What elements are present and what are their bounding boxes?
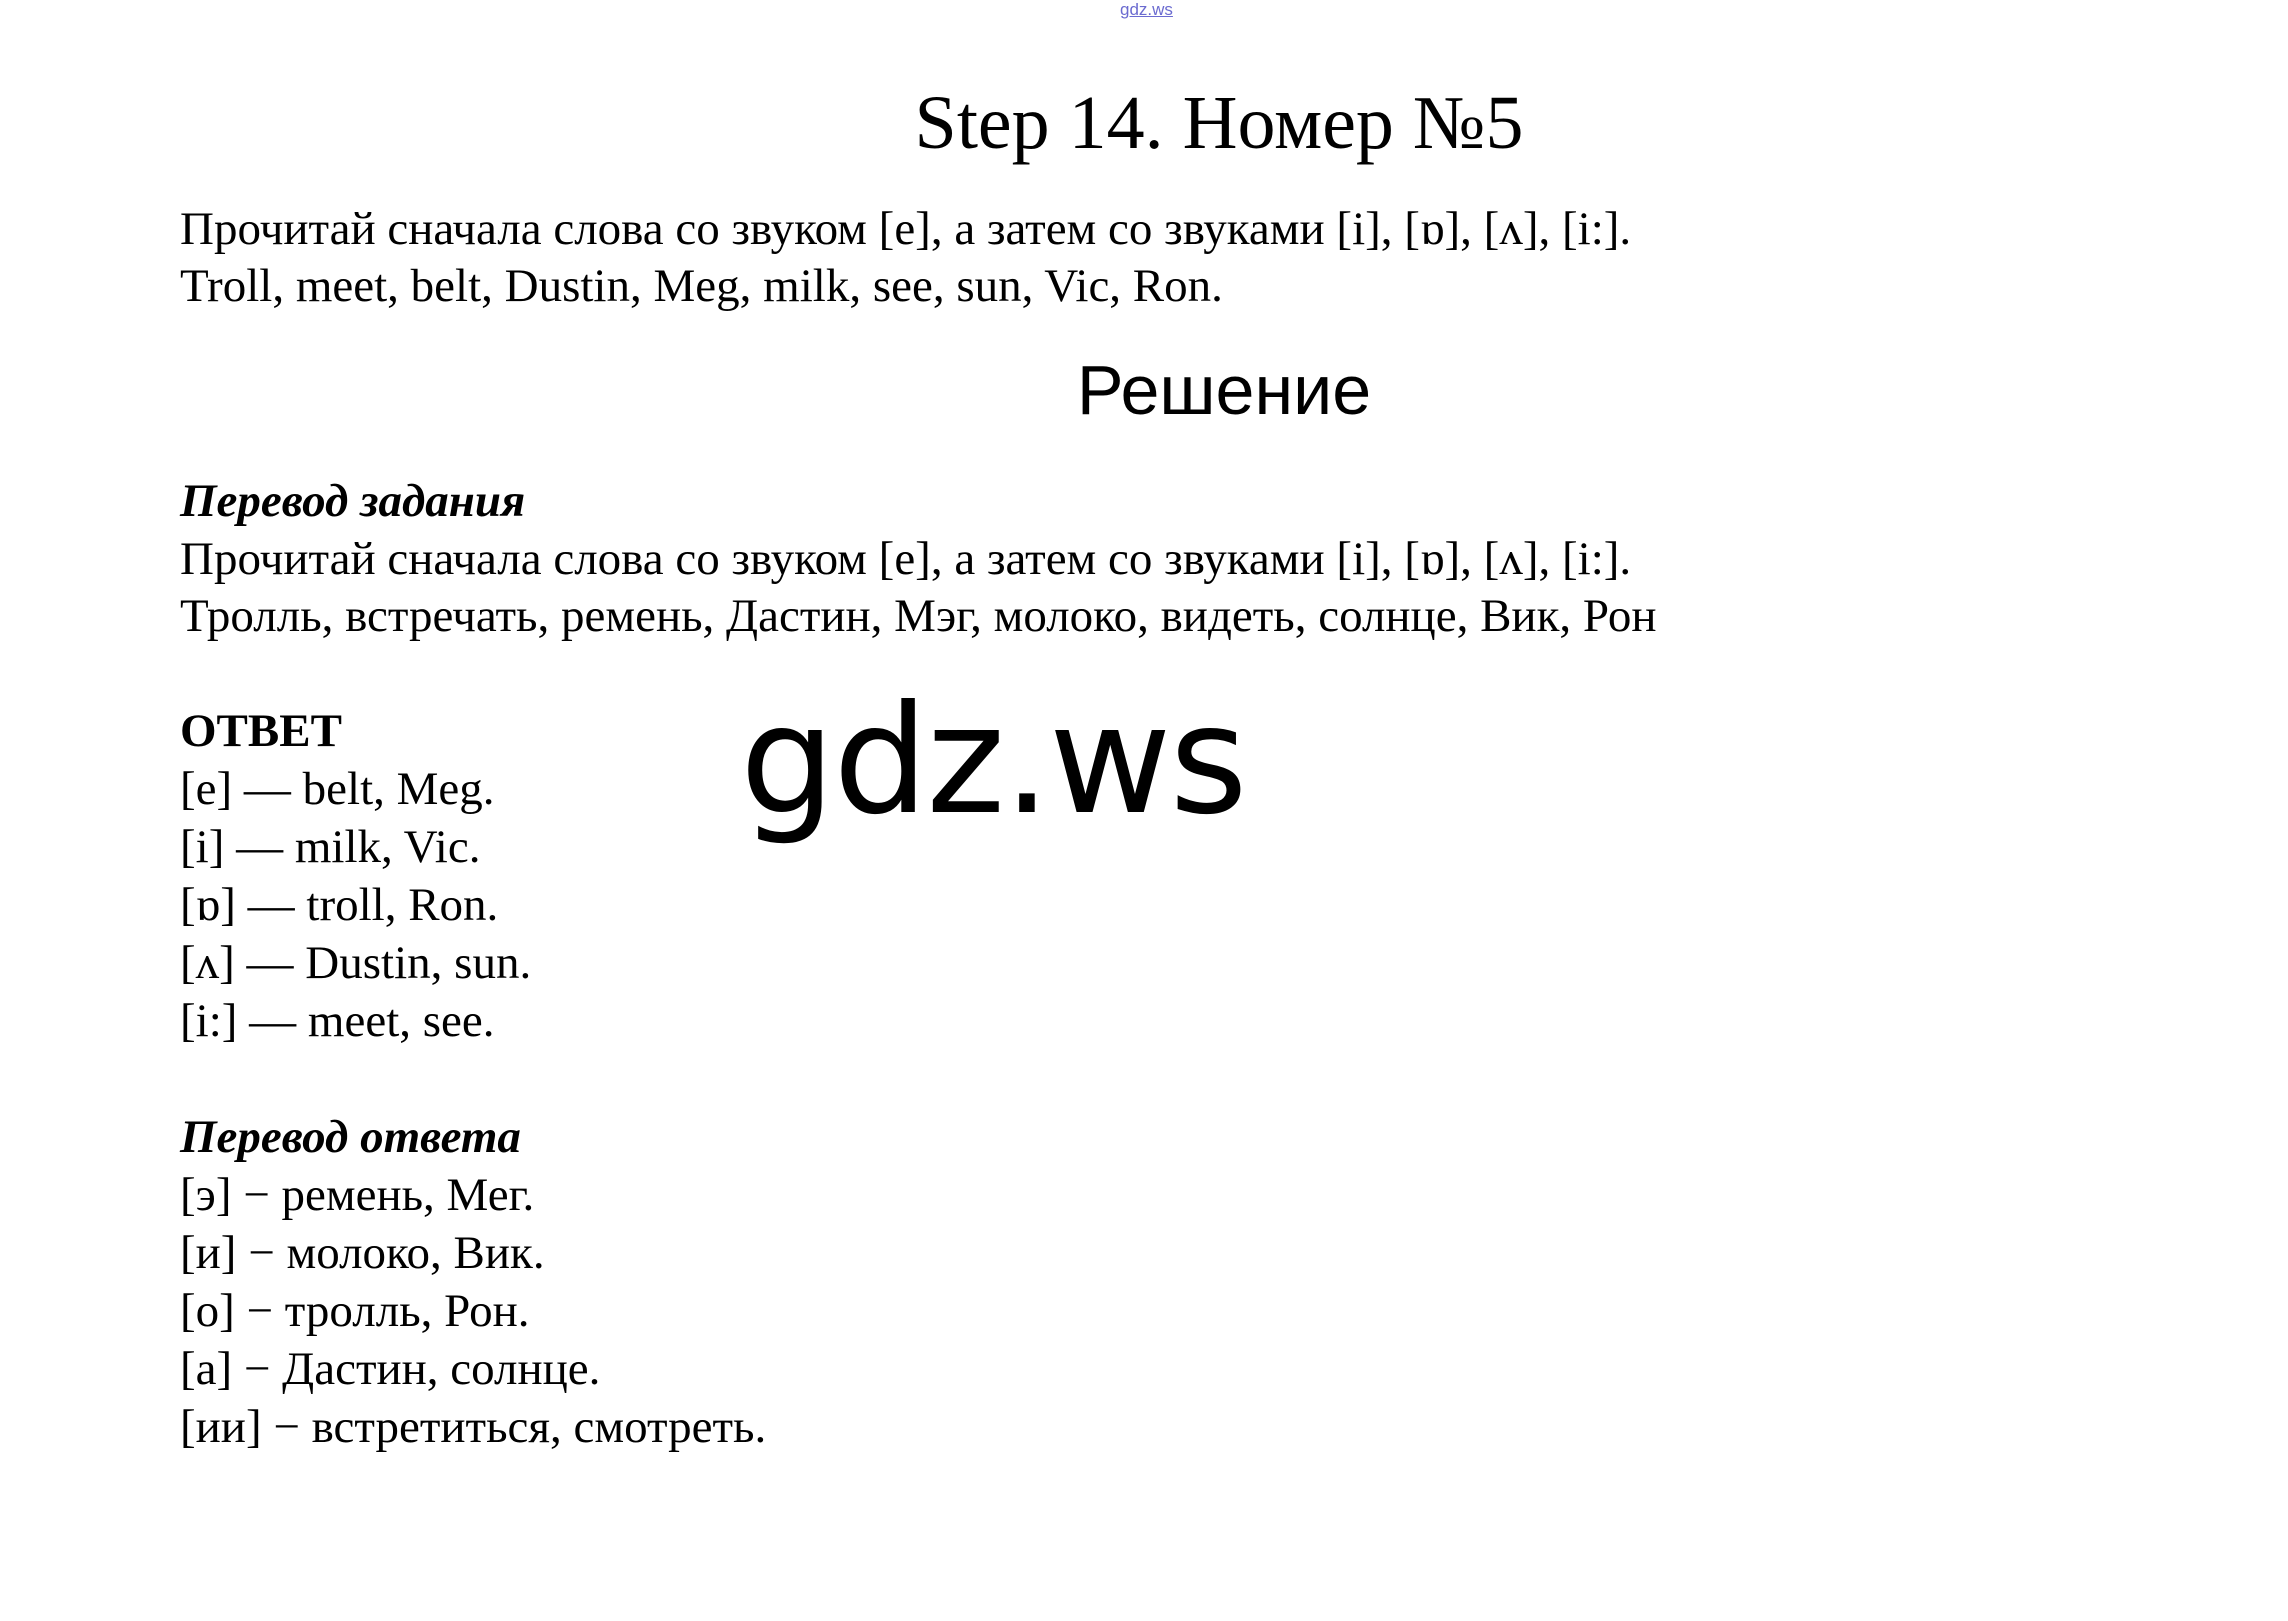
answer-translation-heading: Перевод ответа: [180, 1111, 521, 1163]
answer-heading: ОТВЕТ: [180, 705, 342, 757]
answer-translation-line-5: [ии] − встретиться, смотреть.: [180, 1401, 767, 1453]
answer-line-4: [ʌ] — Dustin, sun.: [180, 937, 532, 989]
answer-line-2: [i] — milk, Vic.: [180, 821, 481, 873]
site-link[interactable]: gdz.ws: [1120, 0, 1173, 19]
answer-translation-line-4: [а] − Дастин, солнце.: [180, 1343, 601, 1395]
answer-translation-line-1: [э] − ремень, Мег.: [180, 1169, 535, 1221]
watermark-logo: gdz.ws: [740, 674, 1246, 848]
answer-translation-line-3: [о] − тролль, Рон.: [180, 1285, 530, 1337]
translation-line-2: Тролль, встречать, ремень, Дастин, Мэг, молоко, видеть, солнце, Вик, Рон: [180, 590, 1657, 642]
answer-line-1: [e] — belt, Meg.: [180, 763, 495, 815]
task-line-1: Прочитай сначала слова со звуком [e], а затем со звуками [i], [ɒ], [ʌ], [i:].: [180, 203, 1632, 255]
translation-line-1: Прочитай сначала слова со звуком [e], а затем со звуками [i], [ɒ], [ʌ], [i:].: [180, 533, 1632, 585]
answer-line-3: [ɒ] — troll, Ron.: [180, 879, 499, 931]
page-title: Step 14. Номер №5: [914, 81, 1524, 165]
answer-translation-line-2: [и] − молоко, Вик.: [180, 1227, 545, 1279]
solution-title: Решение: [1076, 351, 1372, 429]
translation-heading: Перевод задания: [180, 475, 526, 527]
answer-line-5: [i:] — meet, see.: [180, 995, 495, 1047]
task-line-2: Troll, meet, belt, Dustin, Meg, milk, see, sun, Vic, Ron.: [180, 260, 1223, 312]
